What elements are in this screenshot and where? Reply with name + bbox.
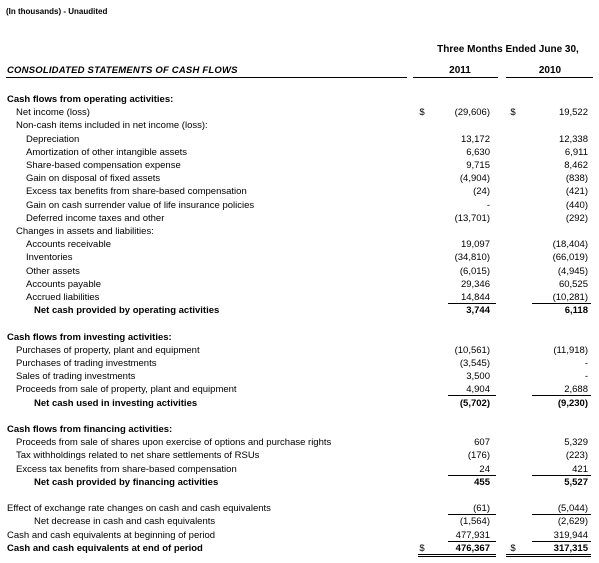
value-2011: 29,346 <box>460 278 490 290</box>
row-gain-on-disposal-of-fixed-assets <box>0 172 599 185</box>
value-2010: (292) <box>565 212 588 224</box>
row-effect-of-exchange-rate-changes-on-cash-and-cash-equivalents <box>0 502 599 515</box>
value-2011: (34,810) <box>454 252 490 264</box>
value-2011: (5,702) <box>459 397 490 409</box>
value-2011: 476,367 <box>455 542 490 554</box>
value-2010: (440) <box>565 199 588 211</box>
value-2011: 455 <box>474 476 490 488</box>
row-label: Accrued liabilities <box>26 292 100 303</box>
value-2011: (24) <box>473 186 490 198</box>
row-label: Excess tax benefits from share-based compensation <box>26 186 247 198</box>
row-label: Net cash provided by operating activities <box>34 305 220 317</box>
row-label: Purchases of property, plant and equipment <box>16 344 200 356</box>
value-2011: 14,844 <box>460 292 490 303</box>
row-label: Excess tax benefits from share-based compensation <box>16 463 237 475</box>
unit-note: (In thousands) - Unaudited <box>6 7 108 16</box>
row-cash-and-cash-equivalents-at-end-of-period <box>0 542 599 555</box>
row-inventories <box>0 251 599 264</box>
value-2010: 12,338 <box>558 133 588 145</box>
row-purchases-of-property-plant-and-equipment <box>0 344 599 357</box>
value-2010: 60,525 <box>558 278 588 290</box>
currency-symbol-2011: $ <box>419 107 425 119</box>
value-2010: - <box>584 358 588 369</box>
row-excess-tax-benefits-from-share-based-compensation <box>0 463 599 476</box>
row-label: Amortization of other intangible assets <box>26 146 188 158</box>
row-label: Gain on disposal of fixed assets <box>26 173 161 185</box>
row-proceeds-from-sale-of-property-plant-and-equipment <box>0 383 599 396</box>
value-2010: (223) <box>565 450 588 462</box>
row-deferred-income-taxes-and-other <box>0 212 599 225</box>
row-non-cash-items-included-in-net-income-loss <box>0 119 599 132</box>
year-rule-2010 <box>506 77 593 78</box>
row-label: Share-based compensation expense <box>26 160 181 171</box>
row-cash-flows-from-operating-activities <box>0 93 599 106</box>
value-2010: (11,918) <box>553 344 588 356</box>
row-label: Tax withholdings related to net share settlements of RSUs <box>16 450 260 462</box>
value-2011: 477,931 <box>455 529 490 541</box>
value-2010: 319,944 <box>553 529 588 541</box>
row-label: Cash flows from operating activities: <box>7 94 174 105</box>
value-2010: (66,019) <box>552 252 588 264</box>
row-cash-flows-from-investing-activities <box>0 331 599 344</box>
row-amortization-of-other-intangible-assets <box>0 146 599 159</box>
row-depreciation <box>0 133 599 146</box>
value-2011: 3,500 <box>466 371 490 383</box>
value-2010: (838) <box>565 173 588 185</box>
row-label: Cash and cash equivalents at beginning of period <box>7 529 216 541</box>
row-accounts-payable <box>0 278 599 291</box>
row-spacer <box>0 410 599 423</box>
value-2010: (18,404) <box>552 239 588 251</box>
value-2010: 6,911 <box>564 146 588 158</box>
row-label: Proceeds from sale of shares upon exercise of options and purchase rights <box>16 437 332 449</box>
value-2010: (9,230) <box>557 397 588 409</box>
value-2011: 9,715 <box>466 160 490 171</box>
value-2011: (6,015) <box>459 265 490 277</box>
row-tax-withholdings-related-to-net-share-settlements-of-rsus <box>0 449 599 462</box>
row-net-cash-provided-by-operating-activities <box>0 304 599 317</box>
row-excess-tax-benefits-from-share-based-compensation <box>0 185 599 198</box>
row-label: Net cash provided by financing activities <box>34 476 219 488</box>
row-label: Accounts payable <box>26 278 101 290</box>
value-2011: 607 <box>474 437 490 449</box>
row-label: Purchases of trading investments <box>16 358 157 369</box>
row-accounts-receivable <box>0 238 599 251</box>
value-2011: (10,561) <box>454 344 490 356</box>
row-label: Gain on cash surrender value of life insurance policies <box>26 199 255 211</box>
year-rule-2011 <box>413 77 498 78</box>
row-label: Net income (loss) <box>16 107 90 119</box>
currency-symbol-2010: $ <box>510 542 516 554</box>
row-share-based-compensation-expense <box>0 159 599 172</box>
row-proceeds-from-sale-of-shares-upon-exercise-of-options-and-purchase-rights <box>0 436 599 449</box>
value-2010: 8,462 <box>564 160 588 171</box>
title-rule <box>6 77 407 78</box>
value-2010: (10,281) <box>552 292 588 303</box>
currency-symbol-2011: $ <box>419 542 425 554</box>
row-label: Inventories <box>26 252 73 264</box>
year-header-2011: 2011 <box>449 65 471 76</box>
row-spacer <box>0 317 599 330</box>
value-2010: (421) <box>565 186 588 198</box>
value-2010: - <box>584 371 588 383</box>
value-2011: (61) <box>473 503 490 515</box>
row-label: Proceeds from sale of property, plant and equipment <box>16 384 237 396</box>
currency-symbol-2010: $ <box>510 107 516 119</box>
row-net-cash-provided-by-financing-activities <box>0 476 599 489</box>
total-double-rule-2010 <box>506 554 591 557</box>
row-label: Net cash used in investing activities <box>34 397 198 409</box>
row-label: Cash and cash equivalents at end of period <box>7 542 203 554</box>
value-2010: 421 <box>572 463 588 475</box>
value-2011: 19,097 <box>460 239 490 251</box>
value-2011: 3,744 <box>466 305 490 317</box>
row-label: Accounts receivable <box>26 239 112 251</box>
row-label: Deferred income taxes and other <box>26 212 165 224</box>
row-label: Net decrease in cash and cash equivalents <box>34 516 216 528</box>
value-2011: (1,564) <box>459 516 490 528</box>
row-label: Effect of exchange rate changes on cash and cash equivalents <box>7 503 271 515</box>
value-2011: (3,545) <box>459 358 490 369</box>
row-label: Cash flows from financing activities: <box>7 424 173 435</box>
value-2011: 24 <box>479 463 490 475</box>
row-label: Depreciation <box>26 133 80 145</box>
value-2010: (5,044) <box>557 503 588 515</box>
value-2011: (4,904) <box>459 173 490 185</box>
year-header-2010: 2010 <box>538 65 562 76</box>
row-cash-flows-from-financing-activities <box>0 423 599 436</box>
value-2010: 19,522 <box>558 107 588 119</box>
row-changes-in-assets-and-liabilities <box>0 225 599 238</box>
value-2010: 6,118 <box>564 305 588 317</box>
period-header: Three Months Ended June 30, <box>437 44 579 55</box>
row-label: Cash flows from investing activities: <box>7 331 172 343</box>
value-2011: (13,701) <box>454 212 490 224</box>
value-2010: (2,629) <box>557 516 588 528</box>
value-2011: (29,606) <box>454 107 490 119</box>
row-label: Non-cash items included in net income (loss): <box>16 120 208 132</box>
row-purchases-of-trading-investments <box>0 357 599 370</box>
value-2010: 5,527 <box>564 476 588 488</box>
value-2011: 6,630 <box>466 146 490 158</box>
statement-title: CONSOLIDATED STATEMENTS OF CASH FLOWS <box>7 65 238 76</box>
row-net-decrease-in-cash-and-cash-equivalents <box>0 515 599 528</box>
row-cash-and-cash-equivalents-at-beginning-of-period <box>0 529 599 542</box>
total-double-rule-2011 <box>418 554 496 557</box>
value-2010: 5,329 <box>564 437 588 449</box>
row-label: Sales of trading investments <box>16 371 136 383</box>
value-2011: - <box>486 199 490 211</box>
row-net-cash-used-in-investing-activities <box>0 397 599 410</box>
value-2011: 4,904 <box>466 384 490 396</box>
row-other-assets <box>0 265 599 278</box>
row-label: Changes in assets and liabilities: <box>16 226 154 237</box>
row-sales-of-trading-investments <box>0 370 599 383</box>
value-2010: 2,688 <box>564 384 588 396</box>
row-gain-on-cash-surrender-value-of-life-insurance-policies <box>0 199 599 212</box>
row-spacer <box>0 489 599 502</box>
value-2011: (176) <box>467 450 490 462</box>
value-2011: 13,172 <box>460 133 490 145</box>
value-2010: 317,315 <box>553 542 588 554</box>
row-label: Other assets <box>26 265 80 277</box>
row-net-income-loss <box>0 106 599 119</box>
row-accrued-liabilities <box>0 291 599 304</box>
value-2010: (4,945) <box>557 265 588 277</box>
